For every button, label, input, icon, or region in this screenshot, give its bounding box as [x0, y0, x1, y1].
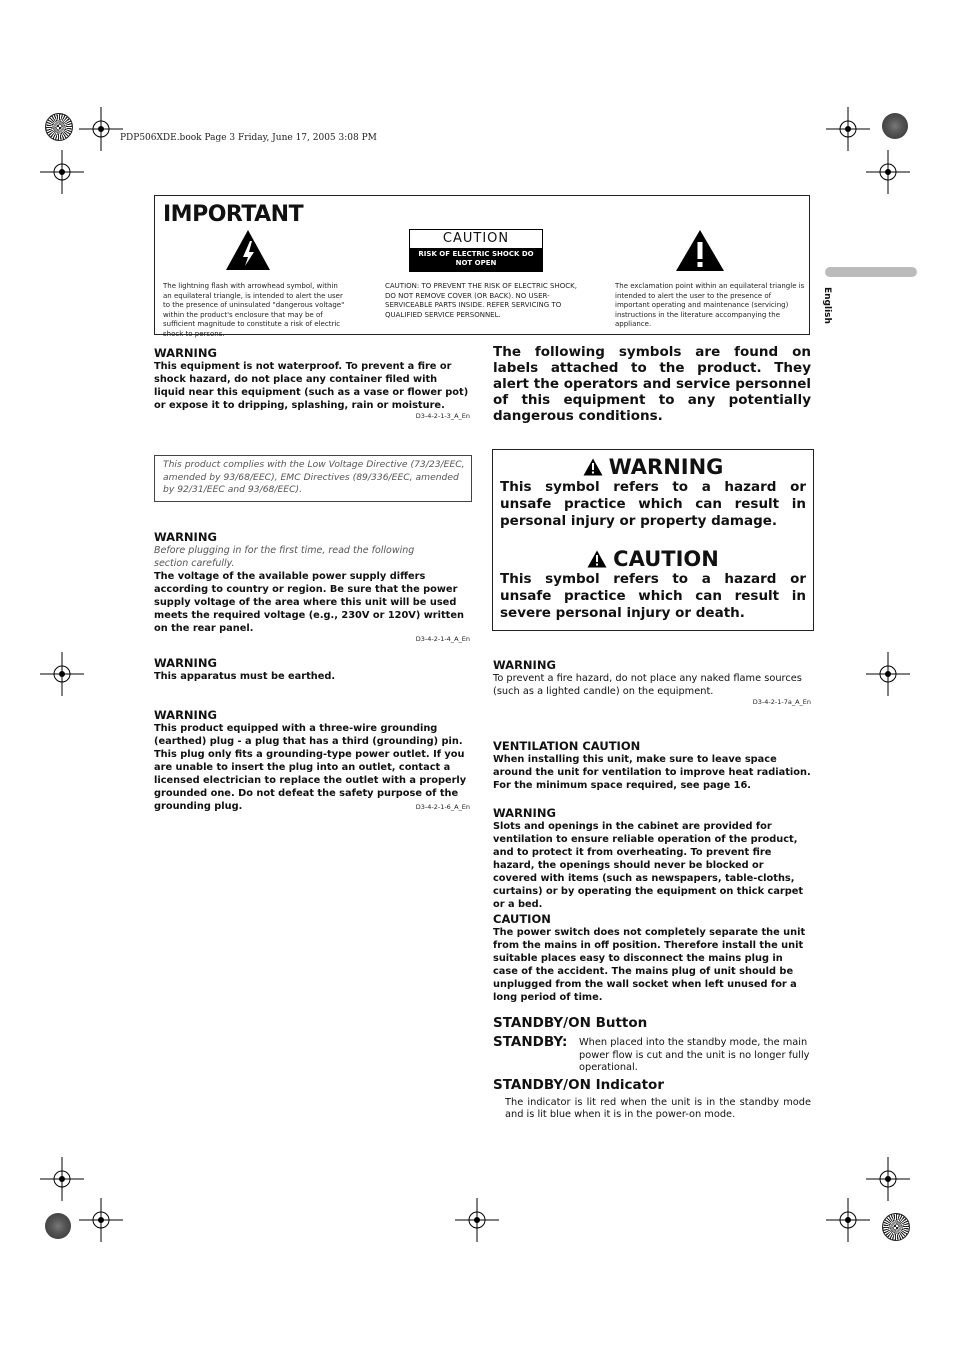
caution-triangle-icon	[587, 550, 607, 568]
caution-explanation: CAUTION: TO PREVENT THE RISK OF ELECTRIC SHOCK, DO NOT REMOVE COVER (OR BACK). NO USER-SERVICEABLE PARTS INSIDE. REFER SERVICING TO QUALIFIED SERVICE PERSONNEL.	[385, 282, 577, 319]
registration-mark-icon	[79, 1198, 123, 1242]
color-target-icon	[45, 1213, 71, 1239]
warning-flame	[493, 658, 811, 706]
warning-text: To prevent a fire hazard, do not place any naked flame sources (such as a lighted candle) on the equipment.	[493, 673, 802, 697]
important-title: IMPORTANT	[163, 202, 304, 227]
caution-label	[409, 229, 543, 272]
warning-symbol-title: WARNING	[608, 455, 724, 479]
standby-text: When placed into the standby mode, the main power flow is cut and the unit is no longer fully operational.	[579, 1037, 810, 1073]
warning-text: Slots and openings in the cabinet are provided for ventilation to ensure reliable operation of the product, and to protect it from overheating. To prevent fire hazard, the openings should never be blocked or covered with items (such as newspapers, table-cloths, curtains) or by operating the equipment on thick carpet or a bed.	[493, 821, 804, 910]
standby-indicator-text: The indicator is lit red when the unit is in the standby mode and is lit blue when it is in the power-on mode.	[505, 1097, 811, 1120]
caution-heading: CAUTION	[493, 912, 551, 926]
section-tab	[825, 267, 917, 277]
doc-code: D3-4-2-1-4_A_En	[415, 635, 470, 643]
warning-heading: WARNING	[493, 658, 556, 672]
warning-heading: WARNING	[154, 346, 217, 360]
ventilation-caution	[493, 739, 811, 792]
compliance-box	[154, 455, 472, 502]
caution-label-warning: RISK OF ELECTRIC SHOCK DO NOT OPEN	[410, 248, 542, 271]
warning-text: This apparatus must be earthed.	[154, 671, 336, 682]
doc-code: D3-4-2-1-3_A_En	[415, 412, 470, 420]
warning-symbol-text: This symbol refers to a hazard or unsafe practice which can result in personal injury or property damage.	[500, 479, 806, 529]
warning-text: This equipment is not waterproof. To prevent a fire or shock hazard, do not place any container filed with liquid near this equipment (such as a vase or flower pot) or expose it to dripping, splashing, rain or moisture.	[154, 361, 469, 411]
registration-mark-icon	[79, 107, 123, 151]
standby-label: STANDBY:	[493, 1034, 568, 1050]
registration-mark-icon	[866, 652, 910, 696]
warning-openings	[493, 806, 811, 911]
important-box	[154, 195, 810, 338]
caution-symbol-text: This symbol refers to a hazard or unsafe practice which can result in severe personal injury or death.	[500, 571, 806, 621]
lightning-triangle-icon	[225, 229, 271, 271]
warning-waterproof	[154, 346, 470, 420]
warning-symbol-heading	[500, 455, 806, 479]
caution-symbol-title: CAUTION	[613, 547, 719, 571]
color-target-icon	[882, 1213, 910, 1241]
standby-button-heading: STANDBY/ON Button	[493, 1015, 648, 1031]
registration-mark-icon	[40, 150, 84, 194]
doc-code: D3-4-2-1-6_A_En	[415, 803, 470, 811]
registration-mark-icon	[40, 1157, 84, 1201]
ventilation-text: When installing this unit, make sure to leave space around the unit for ventilation to improve heat radiation. For the minimum space required, see page 16.	[493, 754, 811, 791]
warning-earthed	[154, 656, 470, 683]
warning-heading: WARNING	[154, 530, 217, 544]
doc-code: D3-4-2-1-7a_A_En	[752, 698, 811, 706]
registration-mark-icon	[866, 150, 910, 194]
ventilation-heading: VENTILATION CAUTION	[493, 739, 641, 753]
symbol-legend-box	[492, 449, 814, 631]
symbols-intro: The following symbols are found on labels attached to the product. They alert the operators and service personnel of this equipment to any potentially dangerous conditions.	[493, 344, 811, 424]
registration-mark-icon	[40, 652, 84, 696]
warning-triangle-icon	[583, 458, 603, 476]
warning-intro: Before plugging in for the first time, read the following section carefully.	[154, 545, 415, 569]
exclamation-explanation: The exclamation point within an equilateral triangle is intended to alert the user to the presence of important operating and maintenance (servicing) instructions in the literature accompanying the appliance.	[615, 282, 805, 328]
caution-symbol-heading	[500, 547, 806, 571]
registration-mark-icon	[455, 1198, 499, 1242]
caution-text: The power switch does not completely separate the unit from the mains in off position. Therefore install the unit suitable places easy to disconnect the mains plug in case of the accident. The mains plug of unit should be unplugged from the wall socket when left unused for a long period of time.	[493, 927, 806, 1003]
compliance-text: This product complies with the Low Voltage Directive (73/23/EEC, amended by 93/68/EEC), EMC Directives (89/336/EEC, amended by 92/31/EEC and 93/68/EEC).	[163, 459, 465, 495]
color-target-icon	[45, 113, 73, 141]
registration-mark-icon	[826, 1198, 870, 1242]
standby-indicator-heading: STANDBY/ON Indicator	[493, 1077, 664, 1093]
warning-heading: WARNING	[493, 806, 556, 820]
warning-text: The voltage of the available power supply differs according to country or region. Be sure that the power supply voltage of the area where this unit will be used meets the required voltage (e.g., 230V or 120V) written on the rear panel.	[154, 571, 464, 634]
warning-heading: WARNING	[154, 708, 217, 722]
page-header: PDP506XDE.book Page 3 Friday, June 17, 2005 3:08 PM	[120, 133, 377, 143]
exclamation-triangle-icon	[675, 229, 725, 272]
warning-grounding	[154, 708, 470, 811]
registration-mark-icon	[866, 1157, 910, 1201]
lightning-explanation: The lightning flash with arrowhead symbol, within an equilateral triangle, is intended to alert the user to the presence of uninsulated "dangerous voltage" within the product's enclosure that may be of sufficient magnitude to constitute a risk of electric shock to persons.	[163, 282, 345, 338]
caution-power-switch	[493, 912, 811, 1004]
warning-text: This product equipped with a three-wire grounding (earthed) plug - a plug that has a third (grounding) pin. This plug only fits a grounding-type power outlet. If you are unable to insert the plug into an outlet, contact a licensed electrician to replace the outlet with a properly grounded one. Do not defeat the safety purpose of the grounding plug.	[154, 723, 467, 812]
warning-heading: WARNING	[154, 656, 217, 670]
caution-label-title: CAUTION	[410, 230, 542, 248]
registration-mark-icon	[826, 107, 870, 151]
warning-voltage	[154, 530, 470, 643]
color-target-icon	[882, 113, 908, 139]
language-label: English	[822, 287, 832, 324]
